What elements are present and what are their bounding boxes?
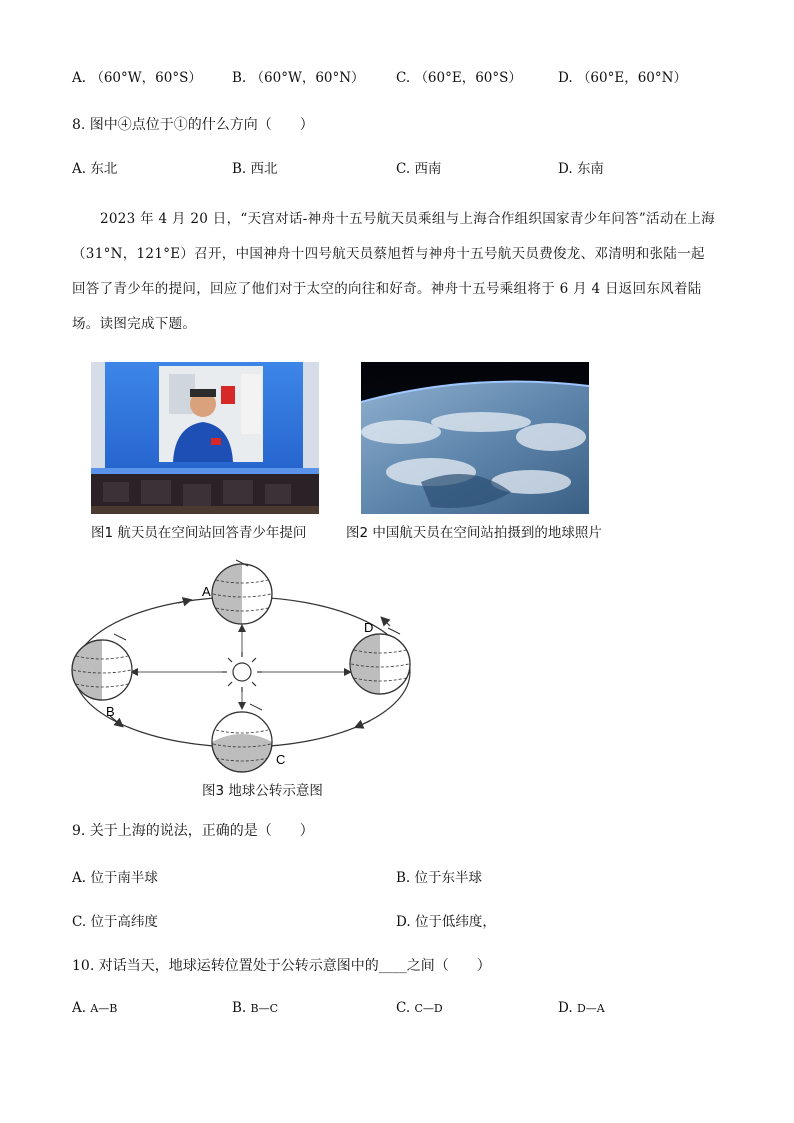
- earth-globe-d: [350, 628, 410, 694]
- sun-icon: [222, 652, 262, 692]
- orbit-label-d: D: [364, 620, 374, 635]
- q10-option-c: C. C—D: [396, 1000, 443, 1016]
- q9-stem: 9. 关于上海的说法，正确的是（ ）: [72, 823, 314, 839]
- q7-option-c: C. （60°E，60°S）: [396, 70, 522, 86]
- q8-option-a: A. 东北: [72, 161, 118, 177]
- orbit-arrow: [382, 618, 390, 626]
- passage-line-4: 场。读图完成下题。: [72, 316, 197, 332]
- q8-option-d: D. 东南: [558, 161, 604, 177]
- earth-globe-c: [212, 704, 272, 772]
- orbit-label-a: A: [202, 584, 211, 599]
- reading-passage: [72, 202, 722, 342]
- q8-option-c: C. 西南: [396, 161, 442, 177]
- earth-photo: [361, 362, 589, 514]
- orbit-label-b: B: [106, 704, 115, 719]
- q9-option-d: D. 位于低纬度，: [396, 914, 496, 930]
- q8-stem: 8. 图中④点位于①的什么方向（ ）: [72, 117, 314, 133]
- passage-line-2: （31°N，121°E）召开，中国神舟十四号航天员蔡旭哲与神舟十五号航天员费俊龙、邓清明和张陆一起: [72, 246, 705, 262]
- q7-options: [72, 66, 722, 88]
- q8-option-b: B. 西北: [232, 161, 278, 177]
- earth-revolution-diagram: [70, 556, 415, 778]
- q9-options-row2: [72, 910, 722, 932]
- q9-option-a: A. 位于南半球: [72, 870, 158, 886]
- passage-line-1: 2023 年 4 月 20 日，“天宫对话-神舟十五号航天员乘组与上海合作组织国家青少年问答”活动在上海: [100, 211, 716, 227]
- fig3-caption: 图3 地球公转示意图: [202, 783, 323, 799]
- q10-option-b: B. B—C: [232, 1000, 279, 1016]
- q7-option-a: A. （60°W，60°S）: [72, 70, 202, 86]
- q7-option-b: B. （60°W，60°N）: [232, 70, 365, 86]
- fig2-caption: 图2 中国航天员在空间站拍摄到的地球照片: [346, 525, 602, 541]
- q10-option-a: A. A—B: [72, 1000, 118, 1016]
- q8-options: [72, 157, 722, 179]
- q10-options: [72, 1000, 722, 1022]
- q10-stem: 10. 对话当天，地球运转位置处于公转示意图中的____之间（ ）: [72, 958, 491, 974]
- orbit-label-c: C: [276, 752, 286, 767]
- q7-option-d: D. （60°E，60°N）: [558, 70, 687, 86]
- fig1-caption: 图1 航天员在空间站回答青少年提问: [91, 525, 307, 541]
- earth-globe-b: [72, 634, 132, 700]
- orbit-arrow: [356, 721, 370, 727]
- q9-option-c: C. 位于高纬度: [72, 914, 158, 930]
- passage-line-3: 回答了青少年的提问，回应了他们对于太空的向往和好奇。神舟十五号乘组将于 6 月 4 日返回东风着陆: [72, 281, 702, 297]
- earth-globe-a: [212, 560, 272, 624]
- q9-option-b: B. 位于东半球: [396, 870, 483, 886]
- q9-options-row1: [72, 866, 722, 888]
- q10-option-d: D. D—A: [558, 1000, 605, 1016]
- astronaut-photo: [91, 362, 319, 514]
